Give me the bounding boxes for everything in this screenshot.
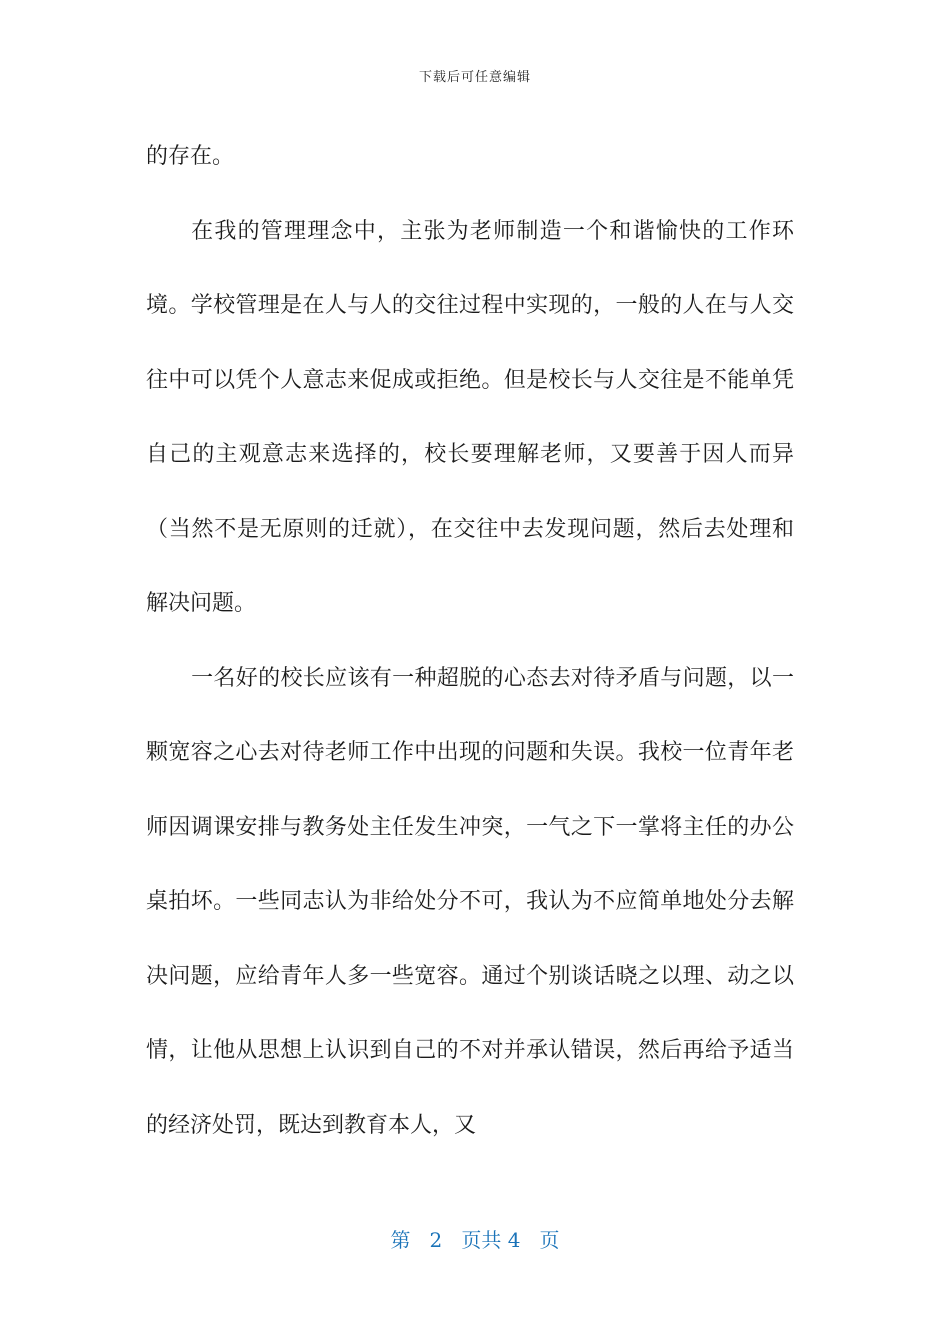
- page-header: 下载后可任意编辑: [418, 70, 531, 85]
- page-footer: [0, 1224, 950, 1253]
- footer-total-pages: 4: [507, 1228, 521, 1252]
- footer-current-page: 2: [429, 1228, 443, 1252]
- footer-mid: 页共: [461, 1228, 502, 1252]
- footer-suffix: 页: [539, 1228, 560, 1252]
- document-body: [146, 120, 794, 1163]
- paragraph-3: 一名好的校长应该有一种超脱的心态去对待矛盾与问题，以一颗宽容之心去对待老师工作中出现的问题和失误。我校一位青年老师因调课安排与教务处主任发生冲突，一气之下一掌将主任的办公桌拍坏。一些同志认为非给处分不可，我认为不应简单地处分去解决问题，应给青年人多一些宽容。通过个别谈话晓之以理、动之以情，让他从思想上认识到自己的不对并承认错误，然后再给予适当的经济处罚，既达到教育本人，又: [146, 665, 794, 1138]
- paragraph-2: 在我的管理理念中，主张为老师制造一个和谐愉快的工作环境。学校管理是在人与人的交往过程中实现的，一般的人在与人交往中可以凭个人意志来促成或拒绝。但是校长与人交往是不能单凭自己的主观意志来选择的，校长要理解老师，又要善于因人而异（当然不是无原则的迁就），在交往中去发现问题，然后去处理和解决问题。: [146, 218, 794, 616]
- paragraph-1: 的存在。: [146, 144, 235, 169]
- footer-prefix: 第: [390, 1228, 411, 1252]
